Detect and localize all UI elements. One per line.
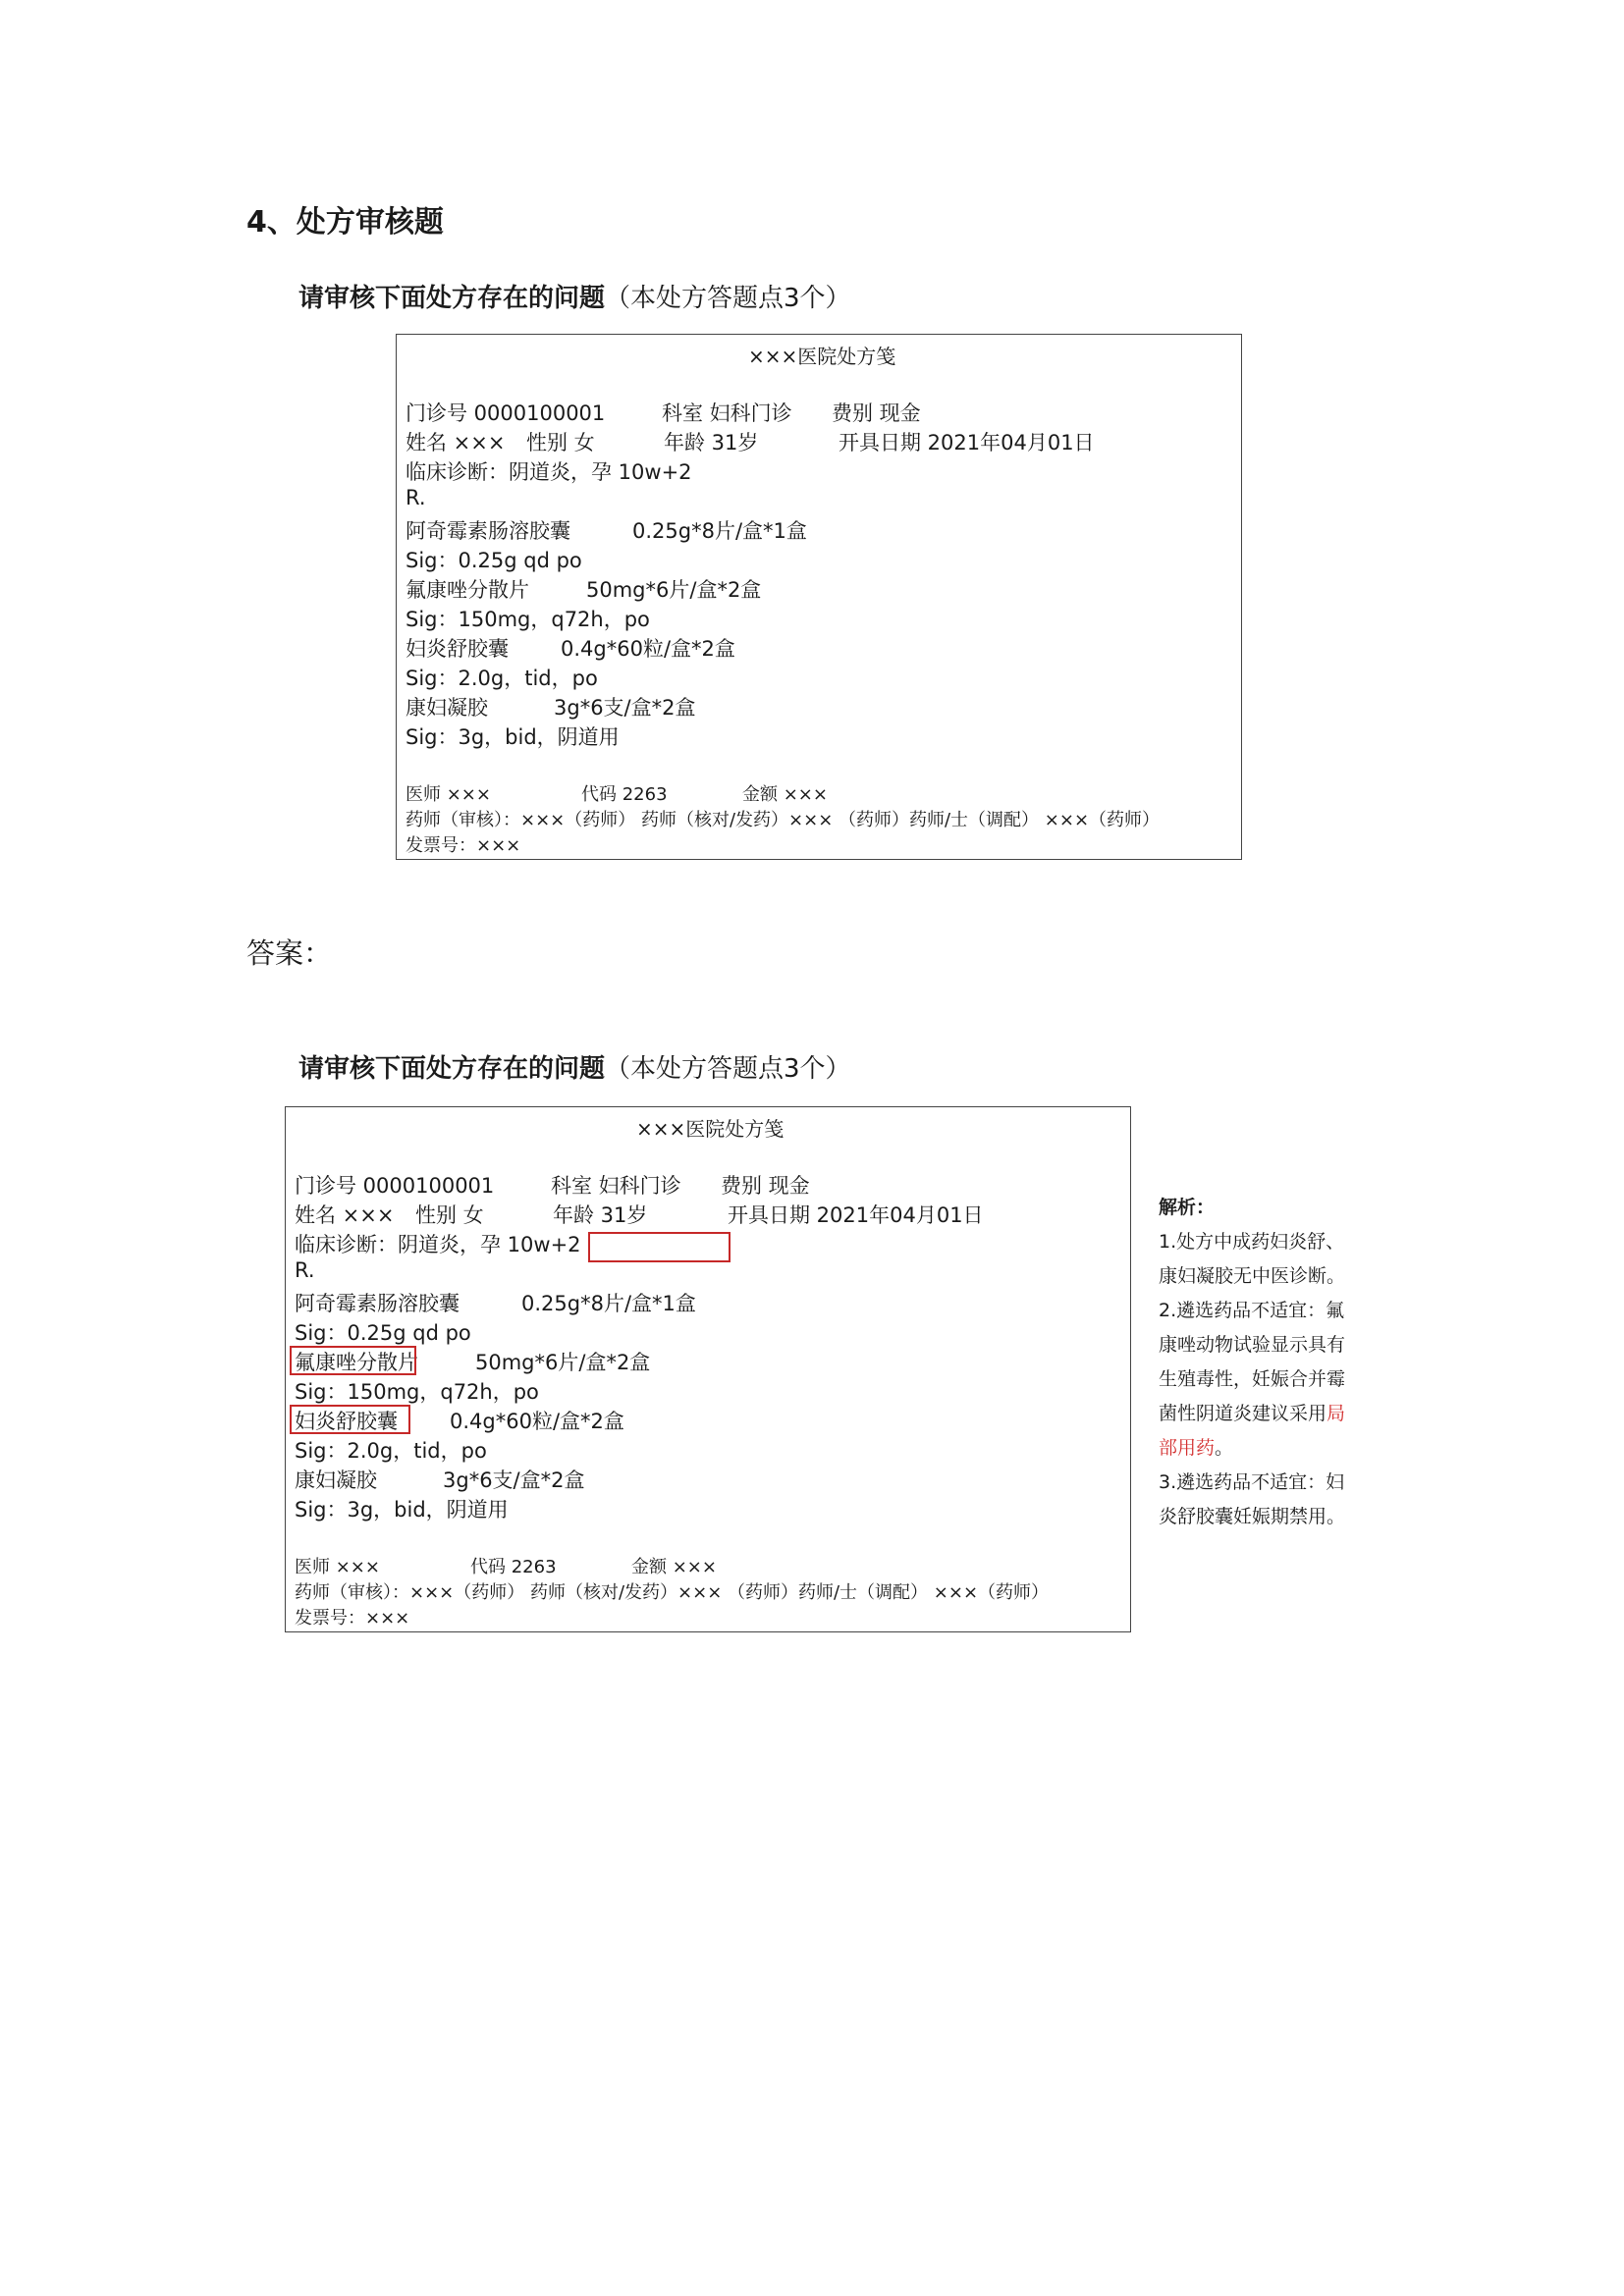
drug-spec: 0.4g*60粒/盒*2盒	[561, 637, 735, 661]
highlight-fluconazole	[290, 1346, 416, 1375]
highlight-missing-diagnosis	[588, 1232, 731, 1262]
drug-name: 妇炎舒胶囊	[406, 637, 509, 661]
question-bold: 请审核下面处方存在的问题	[298, 284, 606, 313]
rx-date: 开具日期 2021年04月01日	[728, 1203, 984, 1227]
question-title	[298, 278, 851, 314]
rx-r: R.	[406, 486, 426, 509]
rx-amount: 金额 ×××	[631, 1557, 717, 1577]
rx-sex: 性别 女	[526, 431, 595, 454]
question-title	[298, 1048, 851, 1085]
analysis-line: 炎舒胶囊妊娠期禁用。	[1159, 1506, 1346, 1527]
rx-clinic-no: 门诊号 0000100001	[295, 1174, 495, 1198]
drug-spec: 3g*6支/盒*2盒	[443, 1468, 585, 1492]
rx-title: ×××医院处方笺	[748, 345, 896, 368]
rx-code: 代码 2263	[470, 1557, 557, 1577]
drug-name: 康妇凝胶	[295, 1468, 377, 1492]
analysis-text: 。	[1215, 1437, 1234, 1459]
rx-doctor: 医师 ×××	[295, 1557, 380, 1577]
rx-invoice: 发票号：×××	[406, 835, 521, 856]
section-heading: 4、处方审核题	[246, 205, 444, 240]
drug-sig: Sig：2.0g，tid，po	[406, 667, 598, 690]
drug-spec: 50mg*6片/盒*2盒	[586, 578, 762, 602]
rx-diagnosis: 临床诊断：阴道炎，孕 10w+2	[295, 1233, 581, 1256]
question-note: （本处方答题点3个）	[605, 1054, 851, 1084]
drug-sig: Sig：3g，bid，阴道用	[295, 1498, 509, 1522]
answer-label: 答案：	[246, 936, 333, 970]
analysis-emphasis: 局	[1326, 1403, 1346, 1424]
rx-age: 年龄 31岁	[664, 431, 759, 454]
drug-sig: Sig：2.0g，tid，po	[295, 1439, 487, 1463]
drug-name: 妇炎舒胶囊	[295, 1410, 398, 1433]
drug-spec: 50mg*6片/盒*2盒	[475, 1351, 651, 1374]
rx-doctor: 医师 ×××	[406, 784, 491, 805]
drug-spec: 3g*6支/盒*2盒	[554, 696, 696, 720]
drug-name: 阿奇霉素肠溶胶囊	[406, 519, 570, 543]
analysis-line	[1159, 1397, 1355, 1431]
drug-spec: 0.25g*8片/盒*1盒	[521, 1292, 696, 1315]
rx-diagnosis: 临床诊断：阴道炎，孕 10w+2	[406, 460, 692, 484]
analysis-line	[1159, 1431, 1355, 1466]
rx-r: R.	[295, 1258, 315, 1282]
rx-invoice: 发票号：×××	[295, 1608, 410, 1629]
analysis-heading: 解析：	[1159, 1197, 1216, 1218]
rx-clinic-no: 门诊号 0000100001	[406, 401, 606, 425]
rx-pharmacists: 药师（审核）：×××（药师） 药师（核对/发药）××× （药师）药师/士（调配） ×××（药师）	[406, 810, 1161, 830]
rx-age: 年龄 31岁	[553, 1203, 648, 1227]
analysis-line: 康妇凝胶无中医诊断。	[1159, 1265, 1346, 1287]
prescription-form	[396, 334, 1242, 860]
drug-name: 阿奇霉素肠溶胶囊	[295, 1292, 460, 1315]
rx-name: 姓名 ×××	[406, 431, 506, 454]
analysis-line: 1.处方中成药妇炎舒、	[1159, 1231, 1345, 1253]
drug-sig: Sig：150mg，q72h，po	[295, 1380, 539, 1404]
drug-name: 氟康唑分散片	[295, 1351, 418, 1374]
rx-sex: 性别 女	[415, 1203, 484, 1227]
drug-sig: Sig：150mg，q72h，po	[406, 608, 650, 631]
drug-name: 氟康唑分散片	[406, 578, 529, 602]
drug-name: 康妇凝胶	[406, 696, 488, 720]
rx-fee: 费别 现金	[721, 1174, 810, 1198]
rx-date: 开具日期 2021年04月01日	[839, 431, 1095, 454]
drug-spec: 0.25g*8片/盒*1盒	[632, 519, 807, 543]
drug-sig: Sig：3g，bid，阴道用	[406, 725, 620, 749]
rx-title: ×××医院处方笺	[636, 1117, 785, 1141]
rx-fee: 费别 现金	[832, 401, 921, 425]
rx-code: 代码 2263	[581, 784, 668, 805]
question-bold: 请审核下面处方存在的问题	[298, 1054, 606, 1084]
rx-pharmacists: 药师（审核）：×××（药师） 药师（核对/发药）××× （药师）药师/士（调配） ×××（药师）	[295, 1582, 1050, 1603]
analysis-line: 2.遴选药品不适宜：氟	[1159, 1300, 1345, 1321]
drug-spec: 0.4g*60粒/盒*2盒	[450, 1410, 624, 1433]
analysis-emphasis: 部用药	[1159, 1437, 1216, 1459]
analysis-line: 生殖毒性，妊娠合并霉	[1159, 1368, 1346, 1390]
analysis-line: 3.遴选药品不适宜：妇	[1159, 1471, 1345, 1493]
rx-dept: 科室 妇科门诊	[662, 401, 792, 425]
prescription-form-annotated	[285, 1106, 1131, 1632]
analysis-panel	[1159, 1191, 1355, 1534]
rx-name: 姓名 ×××	[295, 1203, 395, 1227]
question-note: （本处方答题点3个）	[605, 284, 851, 313]
drug-sig: Sig：0.25g qd po	[406, 549, 582, 572]
analysis-text: 菌性阴道炎建议采用	[1159, 1403, 1327, 1424]
analysis-line: 康唑动物试验显示具有	[1159, 1334, 1346, 1356]
rx-dept: 科室 妇科门诊	[551, 1174, 681, 1198]
rx-amount: 金额 ×××	[742, 784, 828, 805]
highlight-fuyanshu	[290, 1405, 410, 1434]
drug-sig: Sig：0.25g qd po	[295, 1321, 471, 1345]
